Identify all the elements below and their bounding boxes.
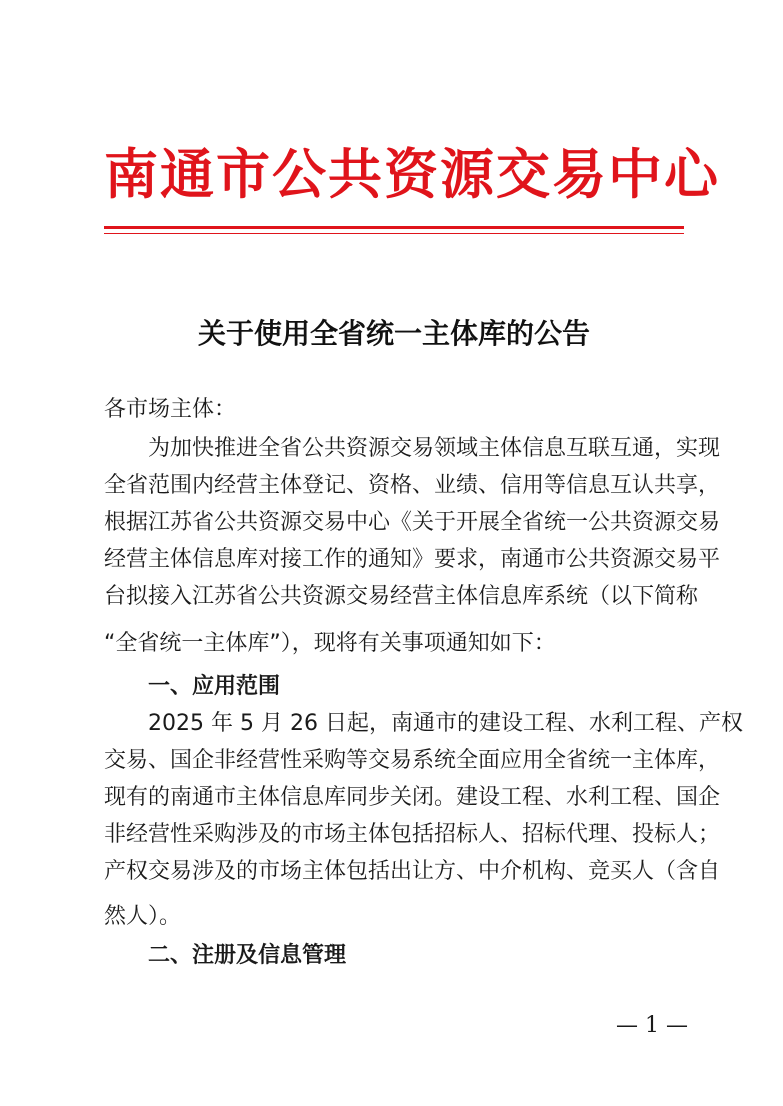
page-number: — 1 — [616,1013,688,1038]
document-title: 关于使用全省统一主体库的公告 [197,317,590,350]
letterhead-rule-thick [104,226,684,229]
intro-line-4: 经营主体信息库对接工作的通知》要求，南通市公共资源交易平 [104,547,721,572]
section-1-line-4: 非经营性采购涉及的市场主体包括招标人、招标代理、投标人； [104,822,721,847]
section-1-heading: 一、应用范围 [148,674,281,699]
section-2-heading: 二、注册及信息管理 [148,943,347,968]
section-1-line-6: 然人）。 [104,904,182,929]
letterhead-title: 南通市公共资源交易中心 [104,142,720,206]
letterhead-rule-thin [104,233,684,234]
section-1-line-3: 现有的南通市主体信息库同步关闭。建设工程、水利工程、国企 [104,785,721,810]
salutation: 各市场主体： [104,397,237,422]
intro-line-3: 根据江苏省公共资源交易中心《关于开展全省统一公共资源交易 [104,510,721,535]
section-1-line-5: 产权交易涉及的市场主体包括出让方、中介机构、竞买人（含自 [104,859,721,884]
section-1-line-2: 交易、国企非经营性采购等交易系统全面应用全省统一主体库， [104,748,721,773]
intro-line-1: 为加快推进全省公共资源交易领域主体信息互联互通，实现 [148,436,721,461]
section-1-line-1: 2025 年 5 月 26 日起，南通市的建设工程、水利工程、产权 [148,711,743,736]
intro-line-6: “全省统一主体库”），现将有关事项通知如下： [104,631,556,656]
intro-line-2: 全省范围内经营主体登记、资格、业绩、信用等信息互认共享， [104,473,721,498]
intro-line-5: 台拟接入江苏省公共资源交易经营主体信息库系统（以下简称 [104,584,699,609]
